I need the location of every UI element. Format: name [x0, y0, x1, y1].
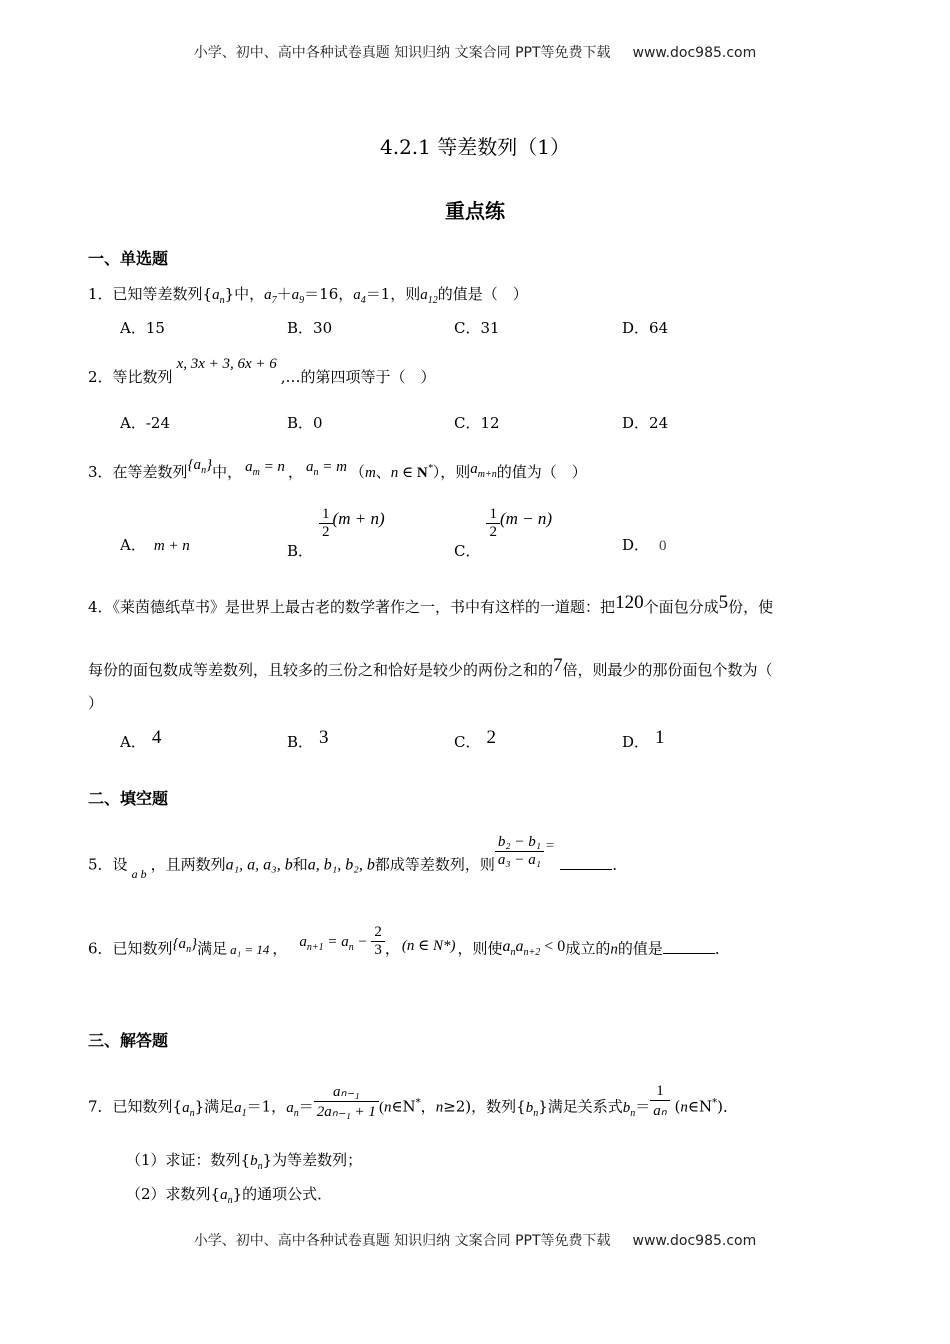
q3-text-5: ），则	[432, 463, 471, 481]
q3-m: m	[364, 465, 376, 481]
q7-part-2-an: $a_n$	[220, 1187, 233, 1206]
q7-text-1: 已知数列{	[112, 1097, 183, 1116]
q3-option-b[interactable]	[287, 506, 385, 560]
section-answer: 三、解答题	[88, 1031, 169, 1050]
q3-b-num: 1	[322, 506, 330, 522]
q3-number: 3．	[88, 463, 113, 481]
q3-comma: ，	[287, 463, 303, 481]
q3-c-den: 2	[486, 523, 500, 541]
header-text: 小学、初中、高中各种试卷真题 知识归纳 文案合同 PPT等免费下载	[193, 45, 611, 61]
q6-answer-blank[interactable]	[663, 939, 715, 954]
q2-option-a[interactable]: A．-24	[120, 414, 170, 432]
q6-text-5: 的值是	[617, 939, 663, 958]
q4-option-b-value: 3	[319, 727, 329, 748]
q2-option-c[interactable]: C．12	[454, 414, 500, 432]
q3-b-den: 2	[319, 523, 333, 541]
page-header	[0, 42, 950, 62]
q3-am: $a_m = n$	[245, 459, 285, 478]
q1-text-3: ＝16，	[304, 285, 354, 303]
q7-n-1: n	[383, 1099, 392, 1116]
question-3	[88, 457, 587, 484]
q6-init: a₁ = 14	[230, 941, 270, 957]
question-1	[88, 283, 528, 306]
q5-number: 5．	[88, 855, 113, 874]
q7-part-1-bn: $b_n$	[250, 1153, 263, 1172]
question-2	[88, 356, 436, 387]
q5-frac-den: a₃ − a₁	[495, 851, 544, 869]
q3-text-1: 在等差数列	[112, 463, 188, 481]
q2-option-b[interactable]: B．0	[287, 414, 323, 432]
q7-frac2-den: aₙ	[650, 1100, 669, 1120]
q4-num-120: 120	[615, 592, 644, 613]
q6-seq: $\{a_n\}$	[172, 935, 198, 955]
q5-answer-blank[interactable]	[560, 855, 612, 870]
q5-equals: =	[545, 837, 555, 854]
q3-option-a-expr: m + n	[153, 538, 190, 554]
q3-c-num: 1	[489, 506, 497, 522]
q4-option-d[interactable]	[622, 727, 665, 753]
q1-option-d[interactable]: D．64	[622, 319, 669, 337]
question-4-line-2	[88, 655, 773, 681]
q4-option-a-value: 4	[151, 727, 162, 748]
q7-fraction-2	[650, 1083, 669, 1120]
page-title: 4.2.1 等差数列（1）	[380, 135, 570, 159]
q3-option-c[interactable]	[454, 506, 553, 560]
q5-seq-1: a₁, a, a₃, b	[225, 856, 293, 874]
q7-text-6: ∈N	[391, 1097, 416, 1116]
q6-text-3: ，则使	[457, 939, 503, 958]
q3-seq: $\{a_n\}$	[187, 457, 213, 476]
q4-option-b-label: B．	[287, 733, 314, 751]
q7-a1: $a_1$	[234, 1099, 247, 1119]
q2-text-1: 等比数列	[112, 368, 173, 386]
q4-text-1b: 个面包分成	[643, 598, 719, 616]
q7-text-9: }满足关系式	[538, 1097, 623, 1116]
q4-option-c-value: 2	[486, 727, 496, 748]
page-subtitle: 重点练	[445, 199, 505, 223]
q3-option-b-half	[319, 506, 333, 541]
q7-b-n: $b_n$	[525, 1099, 539, 1119]
q6-condition: (n ∈ N*)	[401, 937, 456, 954]
q4-option-c[interactable]	[454, 727, 496, 753]
q4-option-a[interactable]	[120, 727, 162, 753]
q3-option-d-label: D．	[622, 536, 650, 554]
q3-text-6: 的值为（ ）	[496, 463, 587, 481]
q4-num-7: 7	[553, 655, 563, 676]
q4-text-2b: 倍，则最少的那份面包个数为（	[562, 661, 773, 679]
q2-expression: x, 3x + 3, 6x + 6	[176, 356, 277, 372]
q6-fraction	[371, 924, 385, 959]
q5-text-2: ，且两数列	[150, 855, 226, 874]
q5-seq-2: a, b₁, b₂, b	[307, 856, 375, 874]
q7-part-1	[126, 1149, 362, 1172]
q6-product: $a_na_{n+2} < 0$	[502, 937, 566, 958]
q1-text-2: }中，	[224, 285, 265, 303]
q7-frac-num: aₙ₋₁	[333, 1084, 360, 1100]
q6-frac-num: 2	[374, 924, 382, 940]
q3-text-3: （	[349, 463, 365, 481]
q6-text-6: ．	[714, 939, 730, 958]
question-7: 7．已知数列$\{a_n\}$满足$a_1=1$，$a_n=$ $\frac{\text{aₙ₋₁}}{\text{2aₙ₋₁ + 1}}$ (n∈N*，n≥2)，数列$\{b_n\}$满足关系式$b_n=$ $\frac{1}{\text{aₙ}}$ (n∈N*)．	[88, 1083, 738, 1120]
q3-an: $a_n = m$	[305, 459, 347, 478]
q4-option-b[interactable]	[287, 727, 329, 753]
q7-frac2-num: 1	[656, 1083, 664, 1099]
q3-option-a[interactable]	[120, 534, 190, 555]
q3-option-c-label: C．	[454, 541, 481, 560]
q7-text-12: ∈N	[687, 1097, 713, 1116]
q1-text-4: ＝1，则	[365, 285, 421, 303]
q7-text-4: ＝	[298, 1097, 314, 1116]
q6-number: 6．	[88, 939, 113, 958]
page-footer	[0, 1230, 950, 1250]
q7-part-2-text-b: }的通项公式．	[232, 1185, 333, 1203]
q1-a-n: $a_n$	[212, 287, 225, 306]
q5-fraction	[495, 834, 544, 869]
q7-part-2	[126, 1183, 332, 1206]
q4-number: 4．	[88, 598, 113, 616]
q3-option-a-label: A．	[120, 536, 146, 554]
q2-text-2: ,…的第四项等于（ ）	[280, 368, 436, 386]
q4-num-5: 5	[718, 592, 729, 613]
q1-option-b[interactable]: B．30	[287, 319, 333, 337]
q6-n: n	[610, 941, 618, 958]
q7-part-2-text: （2）求数列{	[126, 1185, 221, 1203]
q1-a7-a9: $a_7+a_9$	[264, 287, 305, 306]
q7-part-1-text-b: }为等差数列；	[262, 1151, 363, 1169]
q3-n-cond: n ∈ N*	[390, 463, 433, 481]
q3-am-plus-n: $a_{m+n}$	[470, 461, 497, 480]
q3-text-2: 中，	[212, 463, 243, 481]
q7-part-1-text: （1）求证：数列{	[126, 1151, 251, 1169]
q5-text-4: ．	[612, 855, 628, 874]
q6-text-2: 满足	[197, 939, 228, 958]
q4-text-2: 每份的面包数成等差数列，且较多的三份之和恰好是较少的两份之和的	[88, 661, 554, 679]
q6-text-4: 成立的	[565, 939, 611, 958]
q7-a-n-2: $a_n$	[286, 1099, 299, 1119]
q1-text-5: 的值是（ ）	[437, 285, 528, 303]
q6-text-1: 已知数列	[112, 939, 173, 958]
q5-text-3: 都成等差数列，则	[374, 855, 495, 874]
q4-option-c-label: C．	[454, 733, 481, 751]
q4-text-1: 《莱茵德纸草书》是世界上最古老的数学著作之一，书中有这样的一道题：把	[112, 598, 616, 616]
section-single-choice: 一、单选题	[88, 249, 169, 268]
q3-text-4: 、	[375, 463, 391, 481]
q4-option-a-label: A．	[120, 733, 146, 751]
q7-text-13: )．	[717, 1097, 738, 1116]
question-6	[88, 924, 730, 967]
q1-a4: $a_4$	[353, 287, 366, 306]
q4-text-1c: 份，使	[728, 598, 774, 616]
q4-option-d-label: D．	[622, 733, 650, 751]
footer-text: 小学、初中、高中各种试卷真题 知识归纳 文案合同 PPT等免费下载	[193, 1233, 611, 1249]
q1-number: 1．	[88, 285, 113, 303]
q7-text-2: }满足	[194, 1097, 235, 1116]
q7-n-3: n	[680, 1099, 688, 1116]
q1-a12: $a_{12}$	[420, 287, 438, 306]
q7-number: 7．	[88, 1097, 113, 1116]
question-4-line-3: ）	[88, 694, 104, 712]
q2-option-d[interactable]: D．24	[622, 414, 669, 432]
q5-text-1: 设	[112, 855, 128, 874]
q7-text-8: ≥2)，数列{	[443, 1097, 526, 1116]
q3-option-c-expr: (m − n)	[499, 508, 553, 528]
header-url[interactable]: www.doc985.com	[632, 45, 757, 61]
q7-fraction	[314, 1082, 379, 1121]
q1-option-c[interactable]: C．31	[454, 319, 500, 337]
q5-and: 和	[292, 855, 308, 874]
q3-option-d[interactable]	[622, 534, 667, 555]
q6-comma-2: ，	[384, 939, 400, 958]
q7-text-11: (	[669, 1097, 681, 1116]
q4-option-d-value: 1	[655, 727, 665, 748]
q6-comma-1: ，	[272, 939, 288, 958]
q7-text-3: ＝1，	[246, 1097, 287, 1116]
q7-frac-den: 2aₙ₋₁ + 1	[314, 1101, 379, 1121]
q7-a-n: $a_n$	[182, 1099, 195, 1119]
q6-frac-den: 3	[371, 941, 385, 959]
q3-option-d-value: 0	[659, 538, 667, 554]
section-fill-blank: 二、填空题	[88, 789, 169, 808]
question-5	[88, 834, 628, 883]
question-4-line-1	[88, 592, 774, 618]
footer-url[interactable]: www.doc985.com	[632, 1233, 757, 1249]
q2-number: 2．	[88, 368, 113, 386]
q3-option-b-label: B．	[287, 541, 314, 560]
q7-b-n-2: $b_n$	[622, 1099, 636, 1119]
q1-text-1: 已知等差数列{	[112, 285, 213, 303]
q7-n-2: n	[435, 1099, 444, 1116]
q7-text-10: ＝	[635, 1097, 651, 1116]
q3-option-b-expr: (m + n)	[332, 508, 385, 528]
q7-text-5: (	[378, 1099, 384, 1116]
q5-glyph: a b	[131, 866, 147, 881]
q1-option-a[interactable]: A．15	[120, 319, 165, 337]
q7-text-7: ，	[420, 1097, 436, 1116]
q5-frac-num: b₂ − b₁	[497, 834, 541, 850]
q3-option-c-half	[486, 506, 500, 541]
q6-recurrence: $a_{n+1} = a_n$ −	[299, 933, 372, 953]
